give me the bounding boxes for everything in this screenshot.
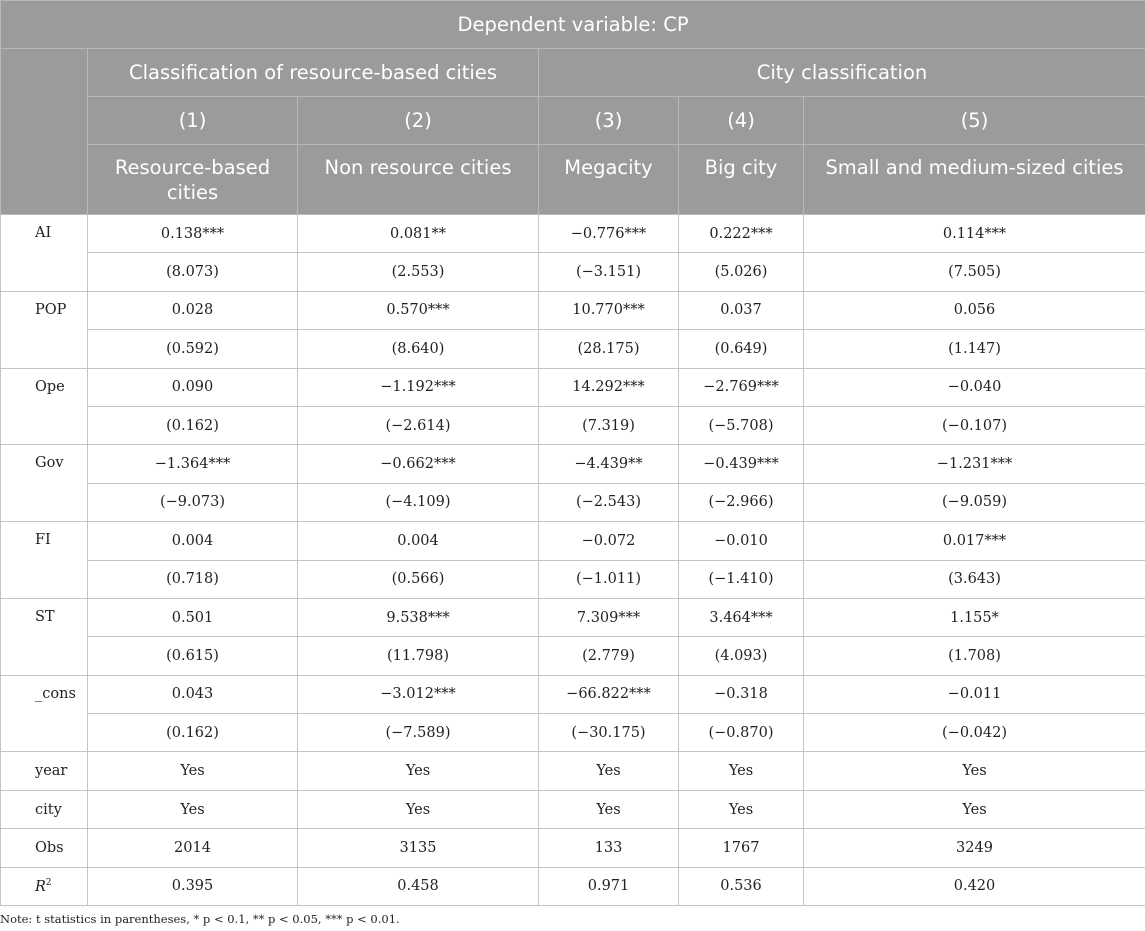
coefficient-cell: −1.364***	[88, 445, 298, 483]
table-row	[1, 406, 1145, 444]
coefficient-cell: 3.464***	[679, 598, 804, 636]
column-number: (5)	[804, 97, 1145, 145]
t-stat-cell: (2.553)	[298, 253, 539, 291]
coefficient-cell: −0.010	[679, 522, 804, 560]
coefficient-cell: 0.570***	[298, 291, 539, 329]
t-stat-cell: (−1.410)	[679, 560, 804, 598]
t-stat-cell: (−0.042)	[804, 714, 1145, 752]
coefficient-cell: 14.292***	[539, 368, 679, 406]
coefficient-cell: −0.011	[804, 675, 1145, 713]
coefficient-cell: −0.439***	[679, 445, 804, 483]
value-cell: Yes	[298, 752, 539, 790]
t-stat-cell: (4.093)	[679, 637, 804, 675]
table-row	[1, 637, 1145, 675]
dependent-variable-title: Dependent variable: CP	[1, 1, 1145, 49]
value-cell: Yes	[679, 752, 804, 790]
group-header-resource: Classification of resource-based cities	[88, 49, 539, 97]
variable-label	[1, 867, 88, 905]
variable-label: POP	[1, 291, 88, 368]
coefficient-cell: 0.056	[804, 291, 1145, 329]
value-cell: 0.420	[804, 867, 1145, 905]
table-row	[1, 867, 1145, 905]
t-stat-cell: (−2.543)	[539, 483, 679, 521]
column-name: Non resource cities	[298, 145, 539, 215]
t-stat-cell: (1.708)	[804, 637, 1145, 675]
coefficient-cell: 0.017***	[804, 522, 1145, 560]
t-stat-cell: (−2.614)	[298, 406, 539, 444]
t-stat-cell: (−4.109)	[298, 483, 539, 521]
t-stat-cell: (−0.870)	[679, 714, 804, 752]
coefficient-cell: 0.081**	[298, 215, 539, 253]
coefficient-cell: −0.662***	[298, 445, 539, 483]
value-cell: Yes	[88, 790, 298, 828]
t-stat-cell: (8.640)	[298, 330, 539, 368]
value-cell: 2014	[88, 829, 298, 867]
t-stat-cell: (8.073)	[88, 253, 298, 291]
column-number: (2)	[298, 97, 539, 145]
t-stat-cell: (0.162)	[88, 406, 298, 444]
variable-label: city	[1, 790, 88, 828]
variable-label: year	[1, 752, 88, 790]
table-row	[1, 598, 1145, 636]
table-row	[1, 253, 1145, 291]
coefficient-cell: −1.231***	[804, 445, 1145, 483]
table-row	[1, 675, 1145, 713]
table-row	[1, 522, 1145, 560]
table-row	[1, 752, 1145, 790]
value-cell: 3135	[298, 829, 539, 867]
t-stat-cell: (0.162)	[88, 714, 298, 752]
t-stat-cell: (−9.059)	[804, 483, 1145, 521]
t-stat-cell: (2.779)	[539, 637, 679, 675]
t-stat-cell: (11.798)	[298, 637, 539, 675]
table-row	[1, 291, 1145, 329]
t-stat-cell: (−30.175)	[539, 714, 679, 752]
t-stat-cell: (7.319)	[539, 406, 679, 444]
coefficient-cell: 10.770***	[539, 291, 679, 329]
coefficient-cell: −0.040	[804, 368, 1145, 406]
t-stat-cell: (−0.107)	[804, 406, 1145, 444]
t-stat-cell: (7.505)	[804, 253, 1145, 291]
table-row	[1, 445, 1145, 483]
column-number: (1)	[88, 97, 298, 145]
table-header	[1, 1, 1145, 215]
table-note: Note: t statistics in parentheses, * p < 0.1, ** p < 0.05, *** p < 0.01.	[0, 912, 400, 926]
column-name: Big city	[679, 145, 804, 215]
table-row	[1, 714, 1145, 752]
coefficient-cell: −1.192***	[298, 368, 539, 406]
table-row	[1, 330, 1145, 368]
variable-label: _cons	[1, 675, 88, 752]
t-stat-cell: (3.643)	[804, 560, 1145, 598]
value-cell: 3249	[804, 829, 1145, 867]
value-cell: Yes	[679, 790, 804, 828]
coefficient-cell: 0.090	[88, 368, 298, 406]
variable-label: Gov	[1, 445, 88, 522]
t-stat-cell: (0.649)	[679, 330, 804, 368]
coefficient-cell: 9.538***	[298, 598, 539, 636]
coefficient-cell: 0.043	[88, 675, 298, 713]
value-cell: Yes	[804, 752, 1145, 790]
t-stat-cell: (0.615)	[88, 637, 298, 675]
value-cell: 0.395	[88, 867, 298, 905]
coefficient-cell: 0.004	[298, 522, 539, 560]
stub-header	[1, 49, 88, 215]
column-name: Resource-based cities	[88, 145, 298, 215]
coefficient-cell: −4.439**	[539, 445, 679, 483]
table-row	[1, 790, 1145, 828]
t-stat-cell: (−7.589)	[298, 714, 539, 752]
table-row	[1, 483, 1145, 521]
value-cell: 0.458	[298, 867, 539, 905]
coefficient-cell: −2.769***	[679, 368, 804, 406]
t-stat-cell: (5.026)	[679, 253, 804, 291]
value-cell: Yes	[88, 752, 298, 790]
t-stat-cell: (−9.073)	[88, 483, 298, 521]
value-cell: 1767	[679, 829, 804, 867]
value-cell: Yes	[539, 752, 679, 790]
coefficient-cell: −0.318	[679, 675, 804, 713]
coefficient-cell: 0.222***	[679, 215, 804, 253]
coefficient-cell: 1.155*	[804, 598, 1145, 636]
coefficient-cell: 0.004	[88, 522, 298, 560]
column-name: Megacity	[539, 145, 679, 215]
group-header-city: City classification	[539, 49, 1145, 97]
variable-label: FI	[1, 522, 88, 599]
coefficient-cell: 0.028	[88, 291, 298, 329]
table-body	[1, 215, 1145, 906]
coefficient-cell: −0.776***	[539, 215, 679, 253]
t-stat-cell: (−1.011)	[539, 560, 679, 598]
value-cell: Yes	[298, 790, 539, 828]
value-cell: Yes	[804, 790, 1145, 828]
variable-label: Ope	[1, 368, 88, 445]
table-row	[1, 560, 1145, 598]
variable-label: AI	[1, 215, 88, 292]
coefficient-cell: 0.138***	[88, 215, 298, 253]
t-stat-cell: (−2.966)	[679, 483, 804, 521]
table-row	[1, 215, 1145, 253]
coefficient-cell: 0.114***	[804, 215, 1145, 253]
r-squared-symbol: R	[35, 878, 46, 895]
variable-label: ST	[1, 598, 88, 675]
coefficient-cell: −66.822***	[539, 675, 679, 713]
variable-label: Obs	[1, 829, 88, 867]
column-number: (4)	[679, 97, 804, 145]
coefficient-cell: −0.072	[539, 522, 679, 560]
coefficient-cell: 7.309***	[539, 598, 679, 636]
value-cell: 0.971	[539, 867, 679, 905]
t-stat-cell: (0.566)	[298, 560, 539, 598]
column-name: Small and medium-sized cities	[804, 145, 1145, 215]
value-cell: Yes	[539, 790, 679, 828]
t-stat-cell: (0.718)	[88, 560, 298, 598]
t-stat-cell: (−5.708)	[679, 406, 804, 444]
column-number: (3)	[539, 97, 679, 145]
value-cell: 0.536	[679, 867, 804, 905]
coefficient-cell: −3.012***	[298, 675, 539, 713]
value-cell: 133	[539, 829, 679, 867]
t-stat-cell: (0.592)	[88, 330, 298, 368]
coefficient-cell: 0.037	[679, 291, 804, 329]
t-stat-cell: (−3.151)	[539, 253, 679, 291]
coefficient-cell: 0.501	[88, 598, 298, 636]
t-stat-cell: (28.175)	[539, 330, 679, 368]
table-row	[1, 829, 1145, 867]
table-row	[1, 368, 1145, 406]
r-squared-exponent: 2	[45, 877, 52, 888]
t-stat-cell: (1.147)	[804, 330, 1145, 368]
